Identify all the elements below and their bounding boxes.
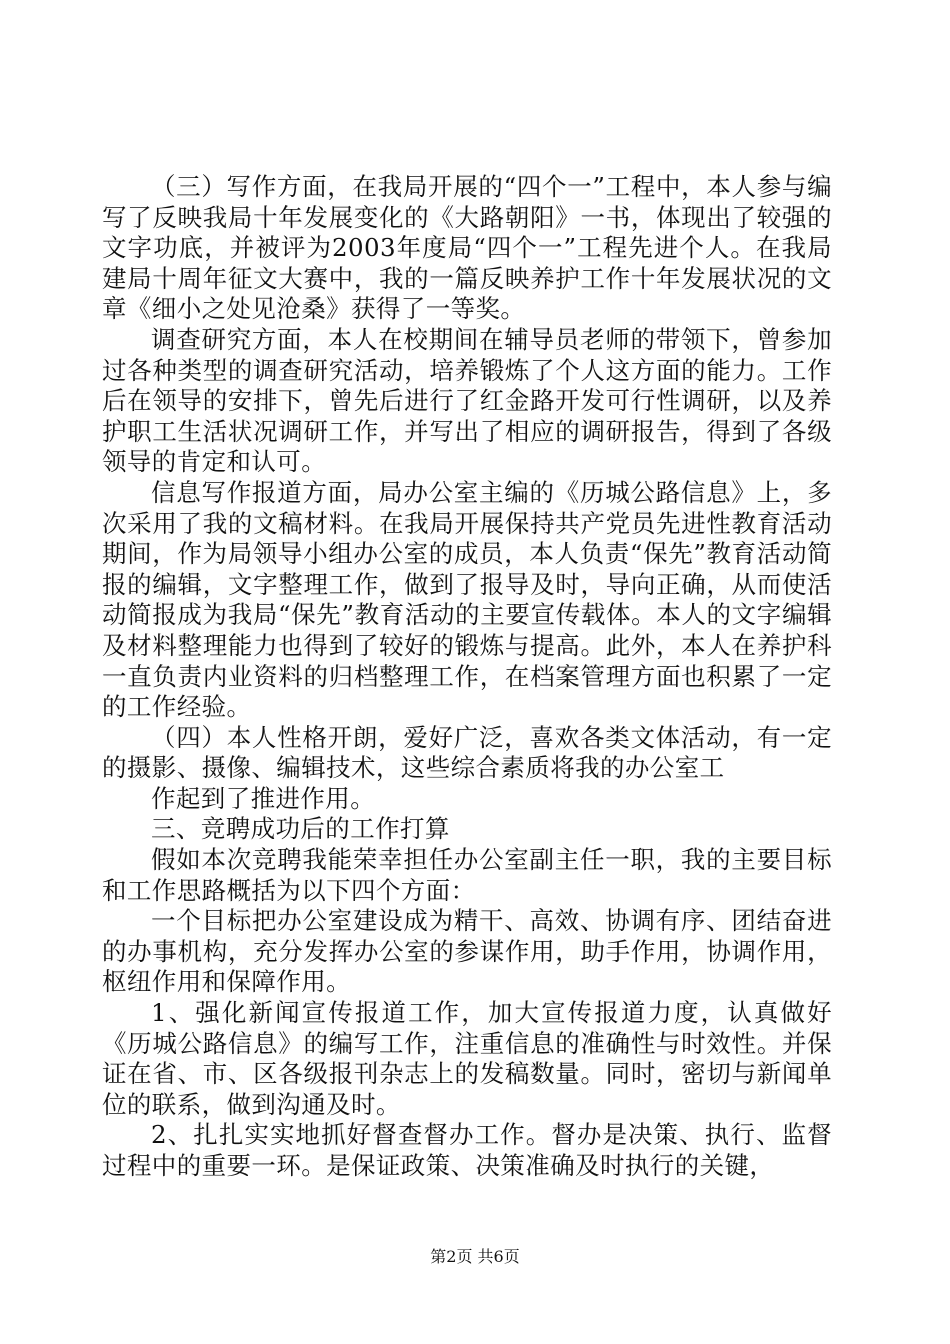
paragraph-writing: （三）写作方面，在我局开展的“四个一”工程中，本人参与编写了反映我局十年发展变化的《大路朝阳》一书，体现出了较强的文字功底，并被评为2003年度局“四个一”工程先进个人。在我局建局十周年征文大赛中，我的一篇反映养护工作十年发展状况的文章《细小之处见沧桑》获得了一等奖。: [102, 172, 832, 324]
document-body: [102, 172, 832, 1182]
paragraph-plan-intro: 假如本次竞聘我能荣幸担任办公室副主任一职，我的主要目标和工作思路概括为以下四个方面：: [102, 845, 832, 905]
paragraph-item-2: 2、扎扎实实地抓好督查督办工作。督办是决策、执行、监督过程中的重要一环。是保证政策、决策准确及时执行的关键，: [102, 1120, 832, 1180]
paragraph-item-1: 1、强化新闻宣传报道工作，加大宣传报道力度，认真做好《历城公路信息》的编写工作，注重信息的准确性与时效性。并保证在省、市、区各级报刊杂志上的发稿数量。同时，密切与新闻单位的联系，做到沟通及时。: [102, 998, 832, 1119]
page-footer: [0, 1244, 950, 1267]
paragraph-research: 调查研究方面，本人在校期间在辅导员老师的带领下，曾参加过各种类型的调查研究活动，培养锻炼了个人这方面的能力。工作后在领导的安排下，曾先后进行了红金路开发可行性调研，以及养护职工生活状况调研工作，并写出了相应的调研报告，得到了各级领导的肯定和认可。: [102, 324, 832, 477]
section-heading-work-plan: 三、竞聘成功后的工作打算: [151, 814, 450, 844]
paragraph-personality-continued: 作起到了推进作用。: [151, 783, 376, 813]
page-number: 第2页 共6页: [430, 1247, 520, 1266]
paragraph-info-reporting: 信息写作报道方面，局办公室主编的《历城公路信息》上，多次采用了我的文稿材料。在我局开展保持共产党员先进性教育活动期间，作为局领导小组办公室的成员，本人负责“保先”教育活动简报的编辑，文字整理工作，做到了报导及时，导向正确，从而使活动简报成为我局“保先”教育活动的主要宣传载体。本人的文字编辑及材料整理能力也得到了较好的锻炼与提高。此外，本人在养护科一直负责内业资料的归档整理工作，在档案管理方面也积累了一定的工作经验。: [102, 477, 832, 722]
paragraph-personality: （四）本人性格开朗，爱好广泛，喜欢各类文体活动，有一定的摄影、摄像、编辑技术，这些综合素质将我的办公室工: [102, 722, 832, 783]
paragraph-goal: 一个目标把办公室建设成为精干、高效、协调有序、团结奋进的办事机构，充分发挥办公室的参谋作用，助手作用，协调作用，枢纽作用和保障作用。: [102, 906, 832, 997]
